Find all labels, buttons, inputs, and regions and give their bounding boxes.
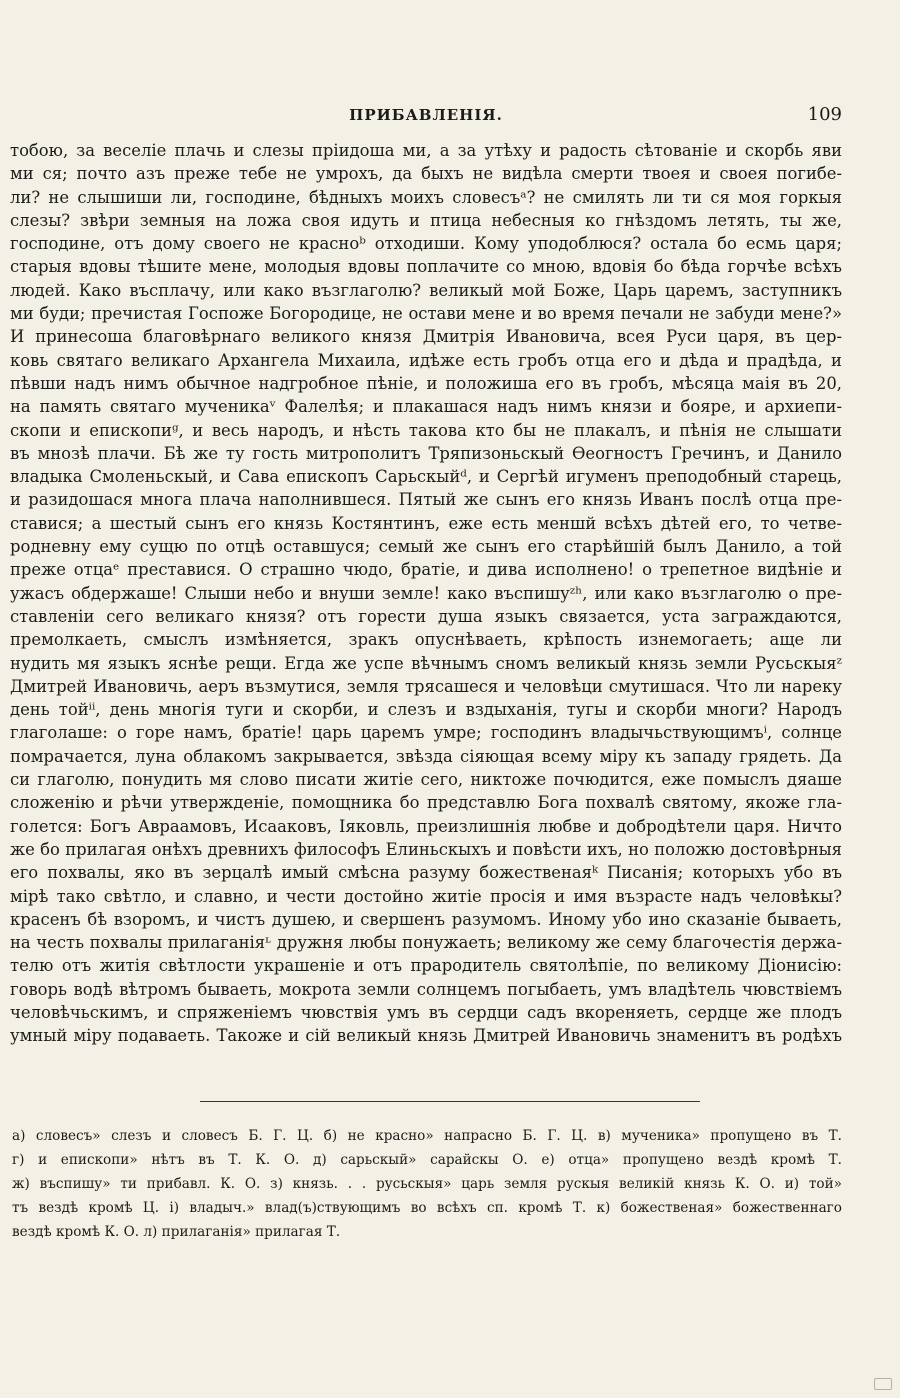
footnote-line <box>12 1220 842 1244</box>
text-line <box>10 186 842 209</box>
text-line-content: слезы? звѣри земныя на ложа своя идуть и птица небесныя ко гнѣздомъ летять, ты же, <box>10 210 842 230</box>
footnotes <box>12 1124 842 1244</box>
text-line <box>10 768 842 791</box>
text-line-content: умный міру подаваеть. Такоже и сій великый князь Дмитрей Ивановичь знаменитъ въ родѣхъ <box>10 1026 842 1046</box>
text-line <box>10 698 842 721</box>
text-line <box>10 232 842 255</box>
text-line <box>10 255 842 278</box>
text-line-content: тобою, за веселіе плачь и слезы пріидоша ми, а за утѣху и радость сѣтованіе и скорбь яви <box>10 141 842 160</box>
text-line <box>10 1024 842 1047</box>
text-line <box>10 885 842 908</box>
running-header <box>10 104 842 128</box>
text-line-content: глаголаше: о горе намъ, братіе! царь царемъ умре; господинъ владычьствующимъⁱ, солнце <box>10 723 842 743</box>
footnote-line-content: вездѣ кромѣ К. О. л) прилаганія» прилагая Т. <box>12 1224 341 1240</box>
text-line-content: родневну ему сущю по отцѣ оставшуся; семый же сынъ его старѣйшій былъ Данило, а той <box>10 537 842 557</box>
main-text <box>10 139 842 1048</box>
text-line <box>10 325 842 348</box>
text-line <box>10 652 842 675</box>
text-line-content: старыя вдовы тѣшите мене, молодыя вдовы поплачите со мною, вдовія бо бѣда горчѣе всѣхъ <box>10 257 842 277</box>
text-line-content: господине, отъ дому своего не красноᵇ отходиши. Кому уподоблюся? остала бо есмь царя; <box>10 234 842 254</box>
text-line-content: сложенію и рѣчи утвержденіе, помощника бо представлю Бога похвалѣ святому, якоже гла- <box>10 793 842 813</box>
text-line <box>10 721 842 744</box>
text-line <box>10 395 842 418</box>
text-line-content: ли? не слышиши ли, господине, бѣдныхъ моихъ словесъᵃ? не смилять ли ти ся моя горкыя <box>10 187 842 207</box>
text-line <box>10 488 842 511</box>
footnote-line-content: ж) въспишу» ти прибавл. К. О. з) князь. . . русьскыя» царь земля рускыя великій князь К. О. и) той» <box>12 1176 842 1192</box>
text-line-content: Дмитрей Ивановичь, аеръ възмутися, земля трясашеся и человѣци смутишася. Что ли нареку <box>10 676 842 696</box>
text-line <box>10 372 842 395</box>
text-line-content: въ мнозѣ плачи. Бѣ же ту гость митрополитъ Тряпизоньскый Ѳеогностъ Гречинъ, и Данило <box>10 443 842 463</box>
text-line <box>10 628 842 651</box>
text-line <box>10 512 842 535</box>
running-title: ПРИБАВЛЕНІЯ. <box>349 106 503 124</box>
text-line <box>10 582 842 605</box>
text-line <box>10 861 842 884</box>
text-line-content: нудить мя языкъ яснѣе рещи. Егда же успе вѣчнымъ сномъ великый князь земли Русьскыяᶻ <box>10 653 842 673</box>
text-line-content: мірѣ тако свѣтло, и славно, и чести достойно житіе просія и имя възрасте надъ человѣкы? <box>10 886 842 906</box>
text-line-content: преже отцаᵉ преставися. О страшно чюдо, братіе, и дива исполнено! о трепетное видѣніе и <box>10 560 842 580</box>
text-line <box>10 838 842 861</box>
text-line <box>10 419 842 442</box>
footnote-line-content: тъ вездѣ кромѣ Ц. і) владыч.» влад(ъ)ствующимъ во всѣхъ сп. кромѣ Т. к) божественая» божественнаго <box>12 1200 842 1216</box>
text-line <box>10 535 842 558</box>
text-line <box>10 978 842 1001</box>
text-line <box>10 558 842 581</box>
text-line-content: скопи и епископиᵍ, и весь народъ, и нѣсть такова кто бы не плакалъ, и пѣнія не слышати <box>10 420 842 440</box>
text-line <box>10 302 842 325</box>
text-line <box>10 605 842 628</box>
footnote-line <box>12 1148 842 1172</box>
text-line-content: говорь водѣ вѣтромъ бываеть, мокрота земли солнцемъ погыбаеть, умъ владѣтель чювствіемъ <box>10 979 842 999</box>
text-line-content: си глаголю, понудить мя слово писати житіе сего, никтоже почюдится, еже помыслъ дяаше <box>10 770 842 790</box>
footnote-divider <box>200 1101 700 1102</box>
text-line <box>10 675 842 698</box>
text-line-content: помрачается, луна облакомъ закрывается, звѣзда сіяющая всему міру къ западу грядеть. Да <box>10 746 842 766</box>
text-line-content: на честь похвалы прилаганіяᶫ дружня любы понужаеть; великому же сему благочестія держа- <box>10 933 842 953</box>
text-line-content: ставися; а шестый сынъ его князь Костянтинъ, еже есть меншй всѣхъ дѣтей его, то четве- <box>10 513 842 533</box>
text-line-content: ми буди; пречистая Госпоже Богородице, не остави мене и во время печали не забуди мене?» <box>10 304 842 324</box>
text-line <box>10 279 842 302</box>
text-line-content: ужасъ обдержаше! Слыши небо и внуши земле! како въспишуᶻʰ, или како възглаголю о пре- <box>10 583 842 603</box>
text-line-content: людей. Како въсплачу, или како възглаголю? великый мой Боже, Царь царемъ, заступникъ <box>10 280 842 300</box>
text-line <box>10 162 842 185</box>
text-line <box>10 465 842 488</box>
text-line-content: и разидошася многа плача наполнившеся. Пятый же сынъ его князь Иванъ послѣ отца пре- <box>10 490 842 510</box>
text-line-content: голется: Богъ Авраамовъ, Исааковъ, Іяковль, преизлишнія любве и добродѣтели царя. Ничто <box>10 816 842 836</box>
page-number: 109 <box>807 104 842 125</box>
text-line <box>10 908 842 931</box>
text-line <box>10 1001 842 1024</box>
text-line-content: телю отъ житія свѣтлости украшеніе и отъ прародитель святолѣпіе, по великому Діонисію: <box>10 956 842 976</box>
footnote-line <box>12 1124 842 1148</box>
footnote-line-content: а) словесъ» слезъ и словесъ Б. Г. Ц. б) не красно» напрасно Б. Г. Ц. в) мученика» пропущено въ Т. <box>12 1128 842 1144</box>
text-line-content: на память святаго мученикаᵛ Фалелѣя; и плакашася надъ нимъ князи и бояре, и архиепи- <box>10 397 842 417</box>
text-line-content: владыка Смоленьскый, и Сава епископъ Сарьскыйᵈ, и Сергѣй игуменъ преподобный старець, <box>10 467 842 487</box>
text-line <box>10 209 842 232</box>
text-line <box>10 745 842 768</box>
text-line-content: премолкаеть, смыслъ измѣняется, зракъ опуснѣваеть, крѣпость изнемогаеть; аще ли <box>10 630 842 650</box>
text-line-content: день тойⁱⁱ, день многія туги и скорби, и слезъ и вздыханія, тугы и скорби многи? Народъ <box>10 700 842 720</box>
text-line-content: ставленіи сего великаго князя? отъ горести душа языкъ связается, уста заграждаются, <box>10 606 842 626</box>
footnote-line <box>12 1172 842 1196</box>
footnote-line-content: г) и епископи» нѣтъ въ Т. К. О. д) сарьскый» сарайскы О. е) отца» пропущено вездѣ кромѣ Т. <box>12 1152 842 1168</box>
text-line <box>10 791 842 814</box>
text-line-content: ми ся; почто азъ преже тебе не умрохъ, да быхъ не видѣла смерти твоея и своея погибе- <box>10 164 842 184</box>
text-line <box>10 954 842 977</box>
corner-mark <box>874 1378 892 1390</box>
text-line <box>10 931 842 954</box>
text-line-content: человѣчьскимъ, и спряженіемъ чювствія умъ въ сердци садъ вкореняеть, сердце же плодъ <box>10 1002 842 1022</box>
text-line <box>10 442 842 465</box>
text-line-content: ковь святаго великаго Архангела Михаила, идѣже есть гробъ отца его и дѣда и прадѣда, и <box>10 350 842 370</box>
text-line-content: красенъ бѣ взоромъ, и чистъ душею, и свершенъ разумомъ. Иному убо ино сказаніе бываеть, <box>10 909 842 929</box>
text-line-content: пѣвши надъ нимъ обычное надгробное пѣніе, и положиша его въ гробъ, мѣсяца маія въ 20, <box>10 373 842 393</box>
text-line <box>10 349 842 372</box>
text-line-content: И принесоша благовѣрнаго великого князя Дмитрія Ивановича, всея Руси царя, въ цер- <box>10 327 842 347</box>
text-line-content: же бо прилагая онѣхъ древнихъ философъ Елиньскыхъ и повѣсти ихъ, но положю достовѣрныя <box>10 839 842 859</box>
text-line-content: его похвалы, яко въ зерцалѣ имый смѣсна разуму божественаяᵏ Писанія; которыхъ убо въ <box>10 863 842 883</box>
text-line <box>10 139 842 162</box>
text-line <box>10 815 842 838</box>
footnote-line <box>12 1196 842 1220</box>
